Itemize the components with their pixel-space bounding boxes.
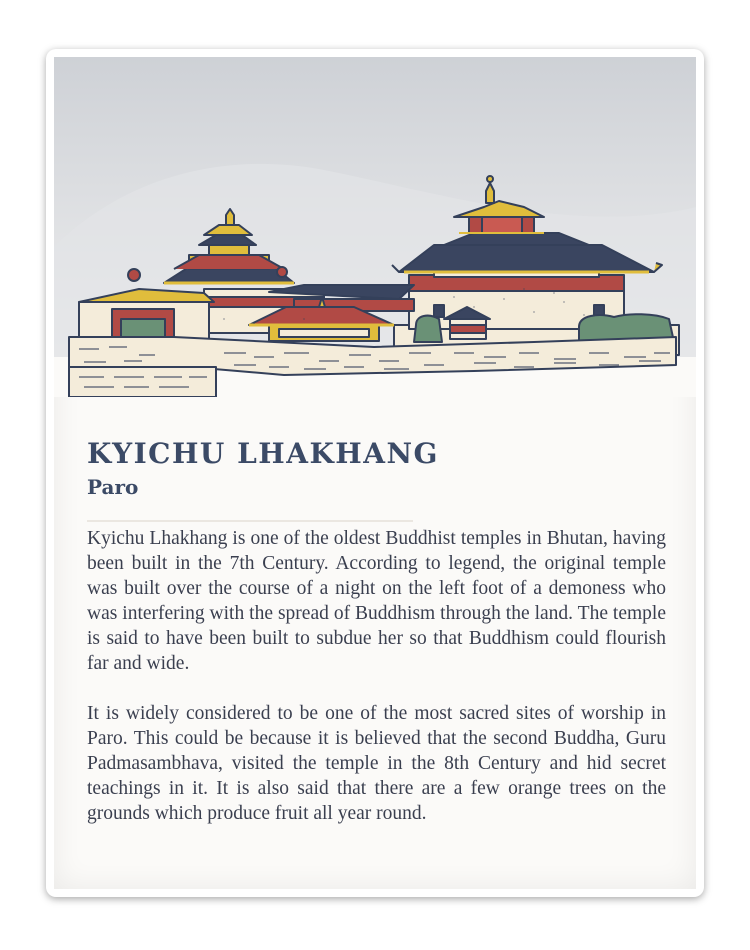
temple-card: [46, 49, 704, 897]
card-panel: [54, 57, 696, 889]
temple-name-heading: KYICHU LHAKHANG: [87, 437, 439, 470]
description-text: [87, 526, 666, 851]
description-paragraph-1: Kyichu Lhakhang is one of the oldest Buddhist temples in Bhutan, having been built in the 7th Century. According to legend, the original temple was built over the course of a night on the left foot of a demoness who was interfering with the spread of Buddhism through the land. The temple is said to have been built to subdue her so that Buddhism could flourish far and wide.: [87, 528, 666, 674]
title-divider: [87, 520, 413, 522]
temple-illustration-icon: [54, 57, 696, 397]
temple-location: Paro: [87, 475, 139, 499]
description-paragraph-2: It is widely considered to be one of the most sacred sites of worship in Paro. This could be because it is believed that the second Buddha, Guru Padmasambhava, visited the temple in the 8th Century and hid secret teachings in it. It is also said that there are a few orange trees on the grounds which produce fruit all year round.: [87, 703, 666, 824]
